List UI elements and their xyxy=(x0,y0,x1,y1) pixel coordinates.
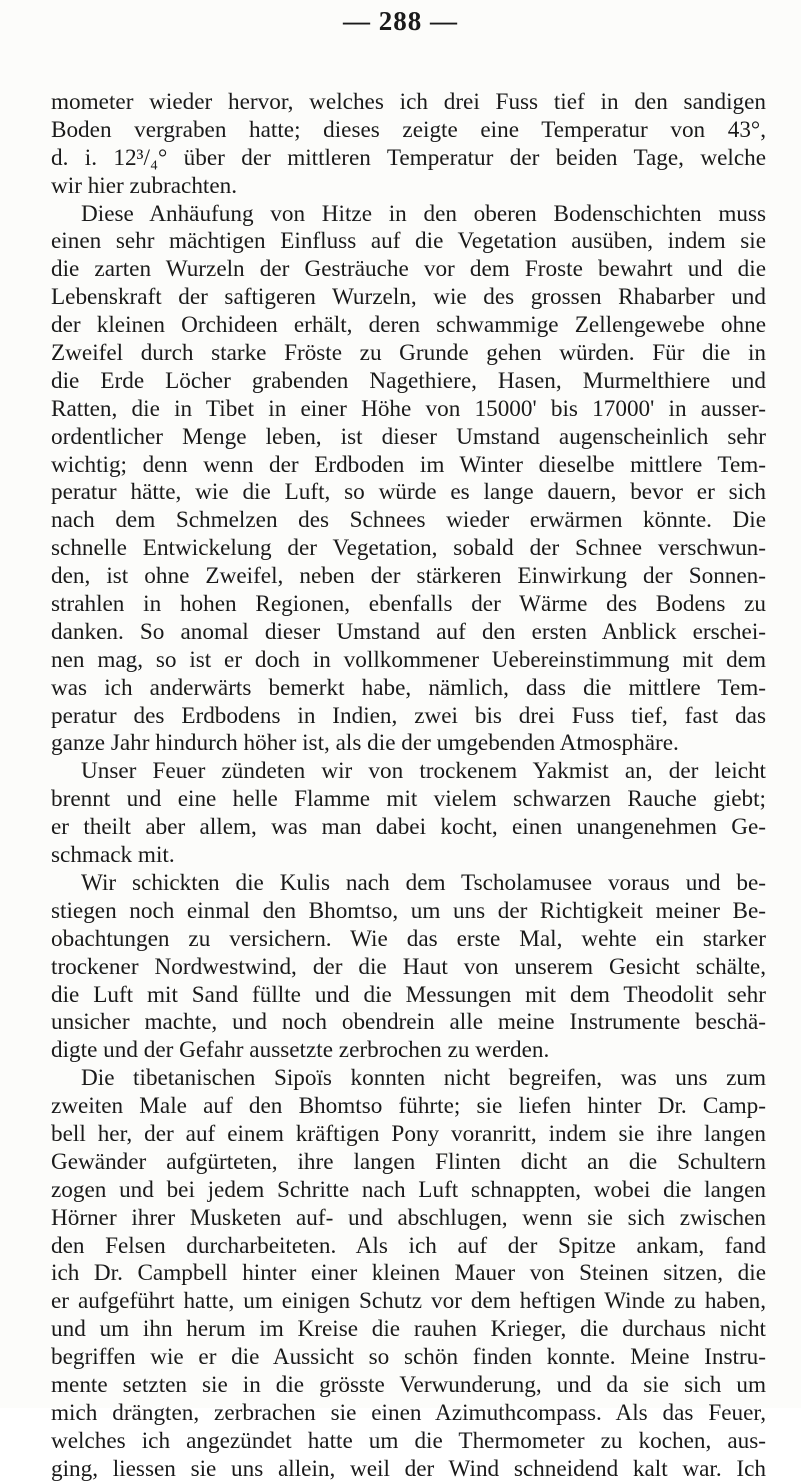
text-line: trockener Nordwestwind, der die Haut von unserem Gesicht schälte, xyxy=(51,953,766,980)
text-line: Diese Anhäufung von Hitze in den oberen Bodenschichten muss xyxy=(81,200,766,227)
text-line: wichtig; denn wenn der Erdboden im Winter dieselbe mittlere Tem- xyxy=(51,451,766,478)
text-line: schnelle Entwickelung der Vegetation, sobald der Schnee verschwun- xyxy=(51,535,766,562)
text-line: einen sehr mächtigen Einfluss auf die Vegetation ausüben, indem sie xyxy=(51,228,766,255)
text-line: Zweifel durch starke Fröste zu Grunde gehen würden. Für die in xyxy=(51,340,766,367)
text-line: unsicher machte, und noch obendrein alle meine Instrumente beschä- xyxy=(51,1009,766,1036)
text-line: ordentlicher Menge leben, ist dieser Umstand augenscheinlich sehr xyxy=(51,423,766,450)
text-line: die Erde Löcher grabenden Nagethiere, Hasen, Murmelthiere und xyxy=(51,367,766,394)
text-line: peratur des Erdbodens in Indien, zwei bis drei Fuss tief, fast das xyxy=(51,702,766,729)
text-line: der kleinen Orchideen erhält, deren schwammige Zellengewebe ohne xyxy=(51,312,766,339)
text-line: digte und der Gefahr aussetzte zerbrochen zu werden. xyxy=(51,1037,550,1064)
text-line: was ich anderwärts bemerkt habe, nämlich, dass die mittlere Tem- xyxy=(51,674,766,701)
text-line: mich drängten, zerbrachen sie einen Azimuthcompass. Als das Feuer, xyxy=(51,1399,766,1426)
text-line: peratur hätte, wie die Luft, so würde es lange dauern, bevor er sich xyxy=(51,479,766,506)
text-line: mente setzten sie in die grösste Verwunderung, und da sie sich um xyxy=(51,1371,766,1398)
text-line: Lebenskraft der saftigeren Wurzeln, wie des grossen Rhabarber und xyxy=(51,284,766,311)
text-line: Unser Feuer zündeten wir von trockenem Yakmist an, der leicht xyxy=(81,758,766,785)
text-line: Boden vergraben hatte; dieses zeigte eine Temperatur von 43°, xyxy=(51,116,766,143)
text-line: strahlen in hohen Regionen, ebenfalls der Wärme des Bodens zu xyxy=(51,591,766,618)
text-line: nach dem Schmelzen des Schnees wieder erwärmen könnte. Die xyxy=(51,507,766,534)
text-line: danken. So anomal dieser Umstand auf den ersten Anblick erschei- xyxy=(51,618,766,645)
text-line: ging, liessen sie uns allein, weil der Wind schneidend kalt war. Ich xyxy=(51,1455,766,1482)
text-line: die Luft mit Sand füllte und die Messungen mit dem Theodolit sehr xyxy=(51,981,766,1008)
text-line: bell her, der auf einem kräftigen Pony voranritt, indem sie ihre langen xyxy=(51,1120,766,1147)
text-line: ich Dr. Campbell hinter einer kleinen Mauer von Steinen sitzen, die xyxy=(51,1260,766,1287)
text-line: zogen und bei jedem Schritte nach Luft schnappten, wobei die langen xyxy=(51,1176,766,1203)
text-line: und um ihn herum im Kreise die rauhen Krieger, die durchaus nicht xyxy=(51,1316,766,1343)
text-line: mometer wieder hervor, welches ich drei Fuss tief in den sandigen xyxy=(51,89,766,115)
text-line: d. i. 12³/₄° über der mittleren Temperatur der beiden Tage, welche xyxy=(51,144,766,171)
text-line: brennt und eine helle Flamme mit vielem schwarzen Rauche giebt; xyxy=(51,786,766,813)
text-line: Wir schickten die Kulis nach dem Tscholamusee voraus und be- xyxy=(81,869,766,896)
page-number-header: — 288 — xyxy=(343,6,458,36)
text-line: Hörner ihrer Musketen auf- und abschlugen, wenn sie sich zwischen xyxy=(51,1204,766,1231)
body-text xyxy=(51,89,766,1484)
text-line: welches ich angezündet hatte um die Thermometer zu kochen, aus- xyxy=(51,1427,766,1454)
text-line: die zarten Wurzeln der Gesträuche vor dem Froste bewahrt und die xyxy=(51,256,766,283)
text-line: Gewänder aufgürteten, ihre langen Flinten dicht an die Schultern xyxy=(51,1148,766,1175)
text-line: Die tibetanischen Sipoïs konnten nicht begreifen, was uns zum xyxy=(81,1065,766,1092)
text-line: Ratten, die in Tibet in einer Höhe von 15000' bis 17000' in ausser- xyxy=(51,395,766,422)
text-line: stiegen noch einmal den Bhomtso, um uns der Richtigkeit meiner Be- xyxy=(51,897,766,924)
text-line: ganze Jahr hindurch höher ist, als die der umgebenden Atmosphäre. xyxy=(51,730,679,757)
text-line: obachtungen zu versichern. Wie das erste Mal, wehte ein starker xyxy=(51,925,766,952)
text-line: er theilt aber allem, was man dabei kocht, einen unangenehmen Ge- xyxy=(51,814,766,841)
text-line: er aufgeführt hatte, um einigen Schutz vor dem heftigen Winde zu haben, xyxy=(51,1288,766,1315)
text-line: begriffen wie er die Aussicht so schön finden konnte. Meine Instru- xyxy=(51,1344,766,1371)
text-line: wir hier zubrachten. xyxy=(51,172,238,199)
text-line: nen mag, so ist er doch in vollkommener Uebereinstimmung mit dem xyxy=(51,646,766,673)
text-line: schmack mit. xyxy=(51,842,175,869)
text-line: den Felsen durcharbeiteten. Als ich auf der Spitze ankam, fand xyxy=(51,1232,766,1259)
text-line: den, ist ohne Zweifel, neben der stärkeren Einwirkung der Sonnen- xyxy=(51,563,766,590)
text-line: zweiten Male auf den Bhomtso führte; sie liefen hinter Dr. Camp- xyxy=(51,1093,766,1120)
